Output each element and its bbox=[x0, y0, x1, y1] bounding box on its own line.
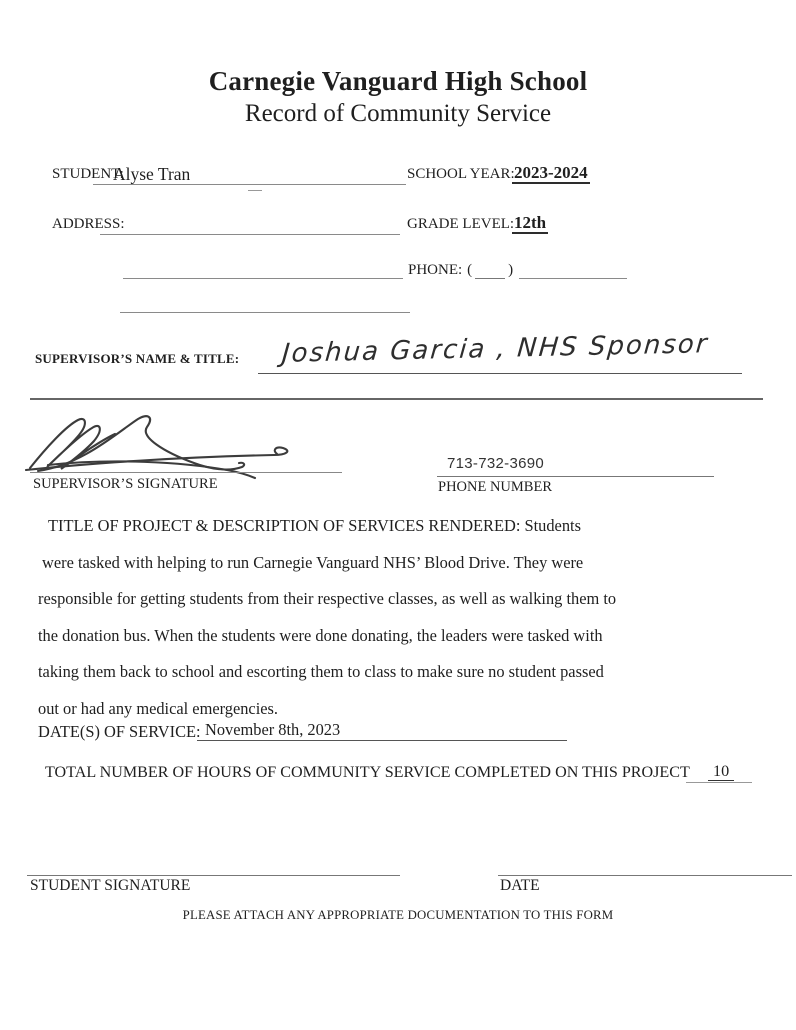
section-divider-line bbox=[30, 398, 763, 400]
page-title: Carnegie Vanguard High School bbox=[208, 66, 588, 96]
description-line: were tasked with helping to run Carnegie Vanguard NHS’ Blood Drive. They were bbox=[42, 552, 584, 572]
address-field bbox=[100, 214, 400, 235]
project-description bbox=[30, 508, 780, 727]
grade-level-field bbox=[512, 213, 548, 233]
phone-number-blank bbox=[519, 258, 627, 279]
grade-level-value: 12th bbox=[514, 213, 547, 232]
phone-number-value: 713-732-3690 bbox=[447, 455, 545, 472]
supervisor-name-title-handwriting: Joshua Garcia , NHS Sponsor bbox=[280, 329, 710, 369]
date-line bbox=[498, 855, 792, 876]
stray-underscore bbox=[248, 190, 262, 191]
student-name-value: Alyse Tran bbox=[113, 164, 191, 184]
phone-field bbox=[408, 258, 627, 279]
student-name-field bbox=[93, 164, 406, 185]
phone-label: PHONE: bbox=[408, 262, 463, 278]
date-label: DATE bbox=[500, 877, 540, 894]
supervisor-signature-label: SUPERVISOR’S SIGNATURE bbox=[33, 476, 218, 492]
phone-paren-close: ) bbox=[508, 262, 514, 278]
school-year-label: SCHOOL YEAR: bbox=[407, 166, 515, 182]
address-label: ADDRESS: bbox=[52, 216, 125, 232]
student-label: STUDENT: bbox=[52, 166, 124, 182]
school-year-value: 2023-2024 bbox=[514, 163, 588, 182]
page-subtitle: Record of Community Service bbox=[244, 100, 552, 127]
description-line: responsible for getting students from their respective classes, as well as walking them to bbox=[38, 589, 617, 608]
description-line: out or had any medical emergencies. bbox=[38, 698, 279, 718]
phone-paren-open: ( bbox=[467, 262, 473, 278]
supervisor-signature-line bbox=[30, 452, 342, 473]
description-line: TITLE OF PROJECT & DESCRIPTION OF SERVICES RENDERED: Students bbox=[48, 516, 581, 535]
total-hours-line bbox=[686, 762, 752, 783]
description-line: taking them back to school and escorting them to class to make sure no student passed bbox=[38, 662, 604, 681]
grade-level-label: GRADE LEVEL: bbox=[407, 216, 515, 232]
dates-of-service-label: DATE(S) OF SERVICE: bbox=[38, 722, 201, 741]
phone-number-line bbox=[437, 456, 714, 477]
phone-number-label: PHONE NUMBER bbox=[438, 479, 552, 495]
total-hours-value: 10 bbox=[708, 762, 734, 781]
student-signature-label: STUDENT SIGNATURE bbox=[30, 877, 191, 894]
dates-of-service-field bbox=[197, 720, 567, 741]
total-hours-field bbox=[686, 762, 752, 783]
dates-of-service-value: November 8th, 2023 bbox=[197, 720, 567, 741]
student-signature-line bbox=[27, 855, 400, 876]
address-field-line2 bbox=[123, 258, 403, 279]
total-hours-label: TOTAL NUMBER OF HOURS OF COMMUNITY SERVICE COMPLETED ON THIS PROJECT bbox=[45, 764, 690, 781]
footer-note: PLEASE ATTACH ANY APPROPRIATE DOCUMENTATION TO THIS FORM bbox=[182, 908, 614, 922]
description-line: the donation bus. When the students were done donating, the leaders were tasked with bbox=[38, 625, 603, 645]
phone-area-blank bbox=[475, 262, 505, 279]
supervisor-name-title-label: SUPERVISOR’S NAME & TITLE: bbox=[35, 351, 240, 366]
address-field-line3 bbox=[120, 292, 410, 313]
school-year-field bbox=[512, 163, 590, 183]
